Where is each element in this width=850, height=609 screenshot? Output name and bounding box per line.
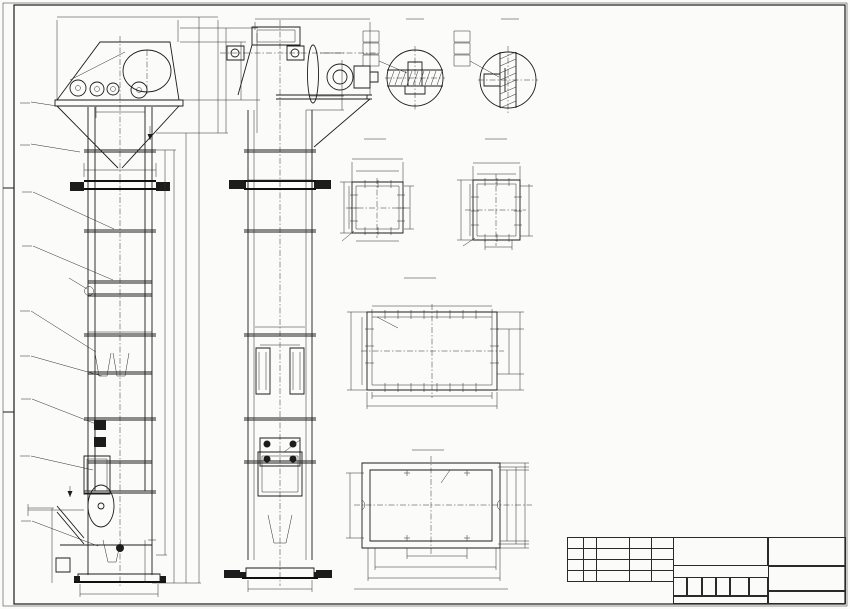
mark-cell — [673, 577, 687, 596]
mark-cell — [716, 577, 730, 596]
detail-a-view — [350, 180, 405, 235]
revision-rows — [567, 537, 674, 582]
drawing-number-cell — [768, 537, 846, 566]
dimension-lines — [20, 17, 533, 597]
part-type-cell — [768, 566, 846, 591]
weight-cell — [730, 577, 749, 596]
scale-cell — [749, 577, 768, 596]
reducer-icon — [327, 64, 353, 90]
brake-disc-icon — [308, 45, 319, 103]
mark-cell — [687, 577, 701, 596]
side-view — [224, 27, 378, 578]
mark-cell — [702, 577, 716, 596]
drawing-title-cell — [673, 537, 768, 566]
blank-cell — [768, 591, 846, 604]
sheet-count-cell — [673, 596, 768, 604]
front-view — [55, 42, 183, 582]
